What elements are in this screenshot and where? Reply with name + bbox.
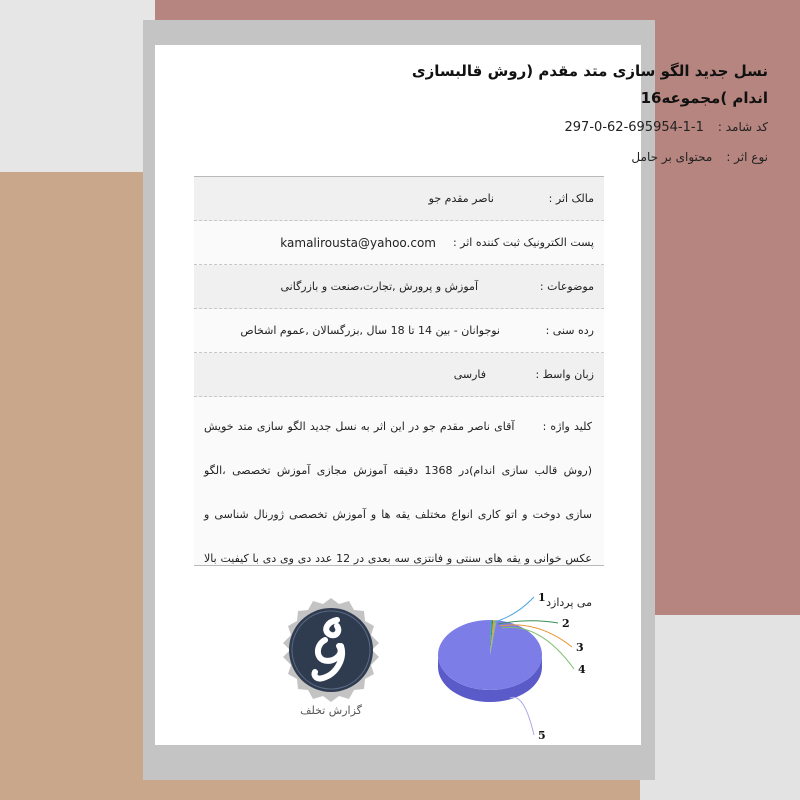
detail-row-keywords bbox=[194, 397, 604, 609]
type-value: محتوای بر حامل bbox=[631, 150, 713, 164]
code-line bbox=[348, 120, 768, 135]
pie-leader-line-1 bbox=[494, 597, 534, 622]
pie-label-3: 3 bbox=[576, 641, 584, 654]
detail-label: موضوعات : bbox=[539, 280, 594, 293]
detail-row-owner bbox=[194, 177, 604, 221]
detail-row-language bbox=[194, 353, 604, 397]
detail-row-subjects bbox=[194, 265, 604, 309]
detail-label: پست الکترونیک ثبت کننده اثر : bbox=[452, 236, 594, 249]
page-title: نسل جدید الگو سازی متد مقدم (روش قالبسازی اندام )مجموعه16 bbox=[411, 62, 768, 107]
pie-chart bbox=[430, 585, 600, 745]
pie-label-5: 5 bbox=[538, 729, 546, 742]
report-violation-label[interactable]: گزارش تخلف bbox=[300, 704, 362, 717]
details-table bbox=[194, 176, 604, 609]
background-light-block bbox=[640, 615, 800, 800]
report-badge-icon[interactable] bbox=[279, 598, 383, 702]
detail-value: آموزش و پرورش ,تجارت،صنعت و بازرگانی bbox=[280, 280, 478, 293]
pie-leader-line-5 bbox=[510, 697, 534, 735]
detail-label: مالک اثر : bbox=[548, 192, 594, 205]
detail-label: زبان واسط : bbox=[535, 368, 594, 381]
keywords-label: کلید واژه : bbox=[542, 420, 593, 433]
detail-value: نوجوانان - بین 14 تا 18 سال ,بزرگسالان ,عموم اشخاص bbox=[240, 324, 500, 337]
type-line bbox=[348, 150, 768, 164]
pie-label-1: 1 bbox=[538, 591, 546, 604]
code-value: 1-1-695954-62-0-297 bbox=[564, 120, 704, 135]
detail-value: ناصر مقدم جو bbox=[428, 192, 494, 205]
pie-label-4: 4 bbox=[578, 663, 586, 676]
type-label: نوع اثر : bbox=[726, 150, 768, 164]
keywords-value: آقای ناصر مقدم جو در این اثر به نسل جدید الگو سازی متد خویش (روش قالب سازی اندام)در 1368 دقیقه آموزش مجازی آموزش تخصصی ،الگو سازی دوخت و اتو کاری انواع مختلف یقه ها و آموزش تخصصی ژورنال شناسی و عکس خوانی و یقه های سنتی و فانتزی سه بعدی در 12 عدد دی وی دی با کیفیت بالا می پردازد bbox=[204, 420, 592, 609]
detail-row-email bbox=[194, 221, 604, 265]
detail-value-email[interactable]: kamalirousta@yahoo.com bbox=[280, 235, 436, 250]
detail-label: رده سنی : bbox=[545, 324, 594, 337]
pie-slice-5 bbox=[438, 620, 542, 690]
pie-label-2: 2 bbox=[562, 617, 570, 630]
code-label: کد شامد : bbox=[717, 120, 768, 134]
detail-row-age-group bbox=[194, 309, 604, 353]
detail-value: فارسی bbox=[453, 368, 486, 381]
